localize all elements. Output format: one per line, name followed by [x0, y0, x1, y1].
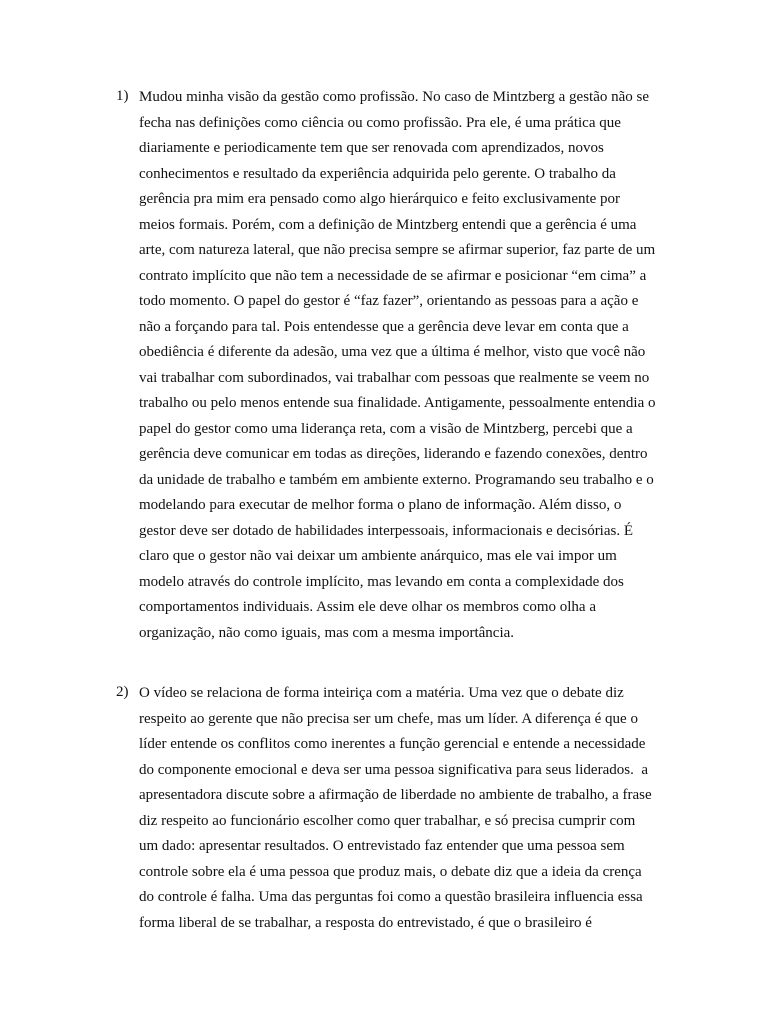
item-number: 1): [116, 88, 129, 104]
text-line: modelando para executar de melhor forma o plano de informação. Além disso, o: [139, 497, 622, 513]
text-line: não a forçando para tal. Pois entendesse que a gerência deve levar em conta que a: [139, 318, 629, 335]
text-line: organização, não como iguais, mas com a mesma importância.: [139, 624, 515, 641]
text-line: claro que o gestor não vai deixar um ambiente anárquico, mas ele vai impor um: [139, 548, 617, 564]
text-line: arte, com natureza lateral, que não precisa sempre se afirmar superior, faz parte de um: [139, 242, 656, 258]
text-line: Mudou minha visão da gestão como profissão. No caso de Mintzberg a gestão não se: [139, 89, 650, 105]
text-line: diz respeito ao funcionário escolher como quer trabalhar, e só precisa cumprir com: [139, 812, 636, 829]
text-line: do controle é falha. Uma das perguntas foi como a questão brasileira influencia essa: [139, 889, 643, 905]
text-line: fecha nas definições como ciência ou como profissão. Pra ele, é uma prática que: [139, 114, 621, 131]
text-line: obediência é diferente da adesão, uma vez que a última é melhor, visto que você não: [139, 344, 646, 360]
text-line: gestor deve ser dotado de habilidades interpessoais, informacionais e decisórias. É: [139, 522, 634, 539]
item-number: 2): [116, 684, 129, 700]
text-line: controle sobre ela é uma pessoa que produz mais, o debate diz que a ideia da crença: [139, 863, 642, 880]
text-line: papel do gestor como uma liderança reta, com a visão de Mintzberg, percebi que a: [139, 420, 633, 437]
text-line: comportamentos individuais. Assim ele deve olhar os membros como olha a: [139, 599, 596, 615]
text-line: um dado: apresentar resultados. O entrevistado faz entender que uma pessoa sem: [139, 838, 625, 854]
text-line: apresentadora discute sobre a afirmação de liberdade no ambiente de trabalho, a frase: [139, 787, 652, 803]
text-line: da unidade de trabalho e também em ambiente externo. Programando seu trabalho e o: [139, 471, 654, 488]
text-line: líder entende os conflitos como inerentes a função gerencial e entende a necessidade: [139, 736, 646, 752]
text-line: contrato implícito que não tem a necessidade de se afirmar e posicionar “em cima” a: [139, 267, 647, 284]
text-line: todo momento. O papel do gestor é “faz fazer”, orientando as pessoas para a ação e: [139, 293, 639, 309]
text-line: forma liberal de se trabalhar, a resposta do entrevistado, é que o brasileiro é: [139, 914, 592, 931]
text-line: gerência pra mim era pensado como algo hierárquico e feito exclusivamente por: [139, 191, 621, 207]
text-line: meios formais. Porém, com a definição de Mintzberg entendi que a gerência é uma: [139, 216, 637, 233]
text-line: O vídeo se relaciona de forma inteiriça com a matéria. Uma vez que o debate diz: [139, 685, 624, 701]
text-line: do componente emocional e deva ser uma pessoa significativa para seus liderados. a: [139, 761, 648, 778]
text-line: respeito ao gerente que não precisa ser um chefe, mas um líder. A diferença é que o: [139, 710, 638, 727]
text-line: trabalho ou pelo menos entende sua finalidade. Antigamente, pessoalmente entendia o: [139, 395, 656, 411]
text-line: vai trabalhar com subordinados, vai trabalhar com pessoas que realmente se veem no: [139, 369, 650, 386]
text-line: diariamente e periodicamente tem que ser renovada com aprendizados, novos: [139, 140, 604, 156]
text-line: modelo através do controle implícito, mas levando em conta a complexidade dos: [139, 573, 624, 590]
text-line: gerência deve comunicar em todas as direções, liderando e fazendo conexões, dentro: [139, 446, 648, 462]
text-line: conhecimentos e resultado da experiência adquirida pelo gerente. O trabalho da: [139, 165, 616, 182]
